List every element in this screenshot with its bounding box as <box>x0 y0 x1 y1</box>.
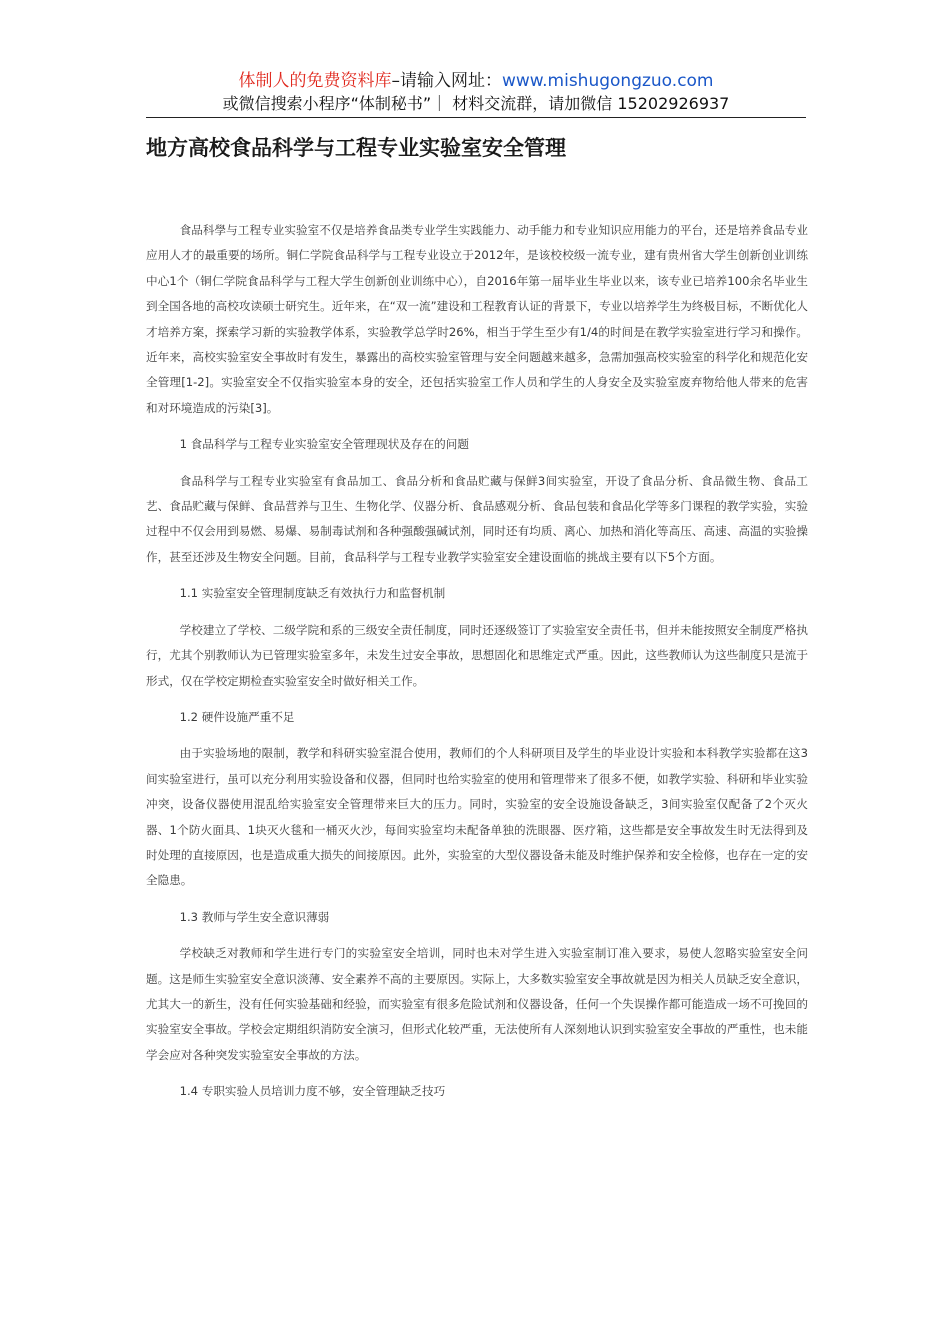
header-line-2: 或微信搜索小程序“体制秘书”｜ 材料交流群，请加微信 15202926937 <box>222 94 730 113</box>
document-body <box>146 218 808 1116</box>
body-paragraph: 学校建立了学校、二级学院和系的三级安全责任制度，同时还逐级签订了实验室安全责任书，但并未能按照安全制度严格执行，尤其个别教师认为已管理实验室多年，未发生过安全事故，思想固化和思维定式严重。因此，这些教师认为这些制度只是流于形式，仅在学校定期检查实验室安全时做好相关工作。 <box>146 622 808 688</box>
body-paragraph: 食品科學与工程专业实验室不仅是培养食品类专业学生实践能力、动手能力和专业知识应用能力的平台，还是培养食品专业应用人才的最重要的场所。铜仁学院食品科学与工程专业设立于2012年，是该校校级一流专业，建有贵州省大学生创新创业训练中心1个（铜仁学院食品科学与工程大学生创新创业训练中心），自2016年第一届毕业生毕业以来，该专业已培养100余名毕业生到全国各地的高校攻读硕士研究生。近年来，在“双一流”建设和工程教育认证的背景下，专业以培养学生为终极目标，不断优化人才培养方案，探索学习新的实验教学体系，实验教学总学时26%，相当于学生至少有1/4的时间是在教学实验室进行学习和操作。近年来，高校实验室安全事故时有发生，暴露出的高校实验室管理与安全问题越来越多，急需加强高校实验室的科学化和规范化安全管理[1-2]。实验室安全不仅指实验室本身的安全，还包括实验室工作人员和学生的人身安全及实验室废弃物给他人带来的危害和对环境造成的污染[3]。 <box>146 223 808 415</box>
subsection-heading: 1.2 硬件设施严重不足 <box>179 709 295 724</box>
subsection-heading: 1.3 教师与学生安全意识薄弱 <box>179 909 330 924</box>
header-url-link[interactable]: www.mishugongzuo.com <box>501 71 714 91</box>
header-separator: –请输入网址： <box>391 71 502 91</box>
section-heading: 1 食品科学与工程专业实验室安全管理现状及存在的问题 <box>179 437 469 452</box>
subsection-heading: 1.4 专职实验人员培训力度不够，安全管理缺乏技巧 <box>179 1084 446 1099</box>
subsection-heading: 1.1 实验室安全管理制度缺乏有效执行力和监督机制 <box>179 586 446 601</box>
header-divider <box>146 117 806 118</box>
page-header <box>146 70 806 115</box>
document-title: 地方高校食品科学与工程专业实验室安全管理 <box>146 136 566 160</box>
header-brand: 体制人的免费资料库 <box>238 71 392 91</box>
body-paragraph: 学校缺乏对教师和学生进行专门的实验室安全培训，同时也未对学生进入实验室制订准入要求，易使人忽略实验室安全问题。这是师生实验室安全意识淡薄、安全素养不高的主要原因。实际上，大多数实验室安全事故就是因为相关人员缺乏安全意识，尤其大一的新生，没有任何实验基础和经验，而实验室有很多危险试剂和仪器设备，任何一个失误操作都可能造成一场不可挽回的实验室安全事故。学校会定期组织消防安全演习，但形式化较严重，无法使所有人深刻地认识到实验室安全事故的严重性，也未能学会应对各种突发实验室安全事故的方法。 <box>146 946 808 1062</box>
body-paragraph: 由于实验场地的限制，教学和科研实验室混合使用，教师们的个人科研项目及学生的毕业设计实验和本科教学实验都在这3间实验室进行，虽可以充分利用实验设备和仪器，但同时也给实验室的使用和管理带来了很多不便，如教学实验、科研和毕业实验冲突，设备仪器使用混乱给实验室安全管理带来巨大的压力。同时，实验室的安全设施设备缺乏，3间实验室仅配备了2个灭火器、1个防火面具、1块灭火毯和一桶灭火沙，每间实验室均未配备单独的洗眼器、医疗箱，这些都是安全事故发生时无法得到及时处理的直接原因，也是造成重大损失的间接原因。此外，实验室的大型仪器设备未能及时维护保养和安全检修，也存在一定的安全隐患。 <box>146 746 808 888</box>
body-paragraph: 食品科学与工程专业实验室有食品加工、食品分析和食品贮藏与保鲜3间实验室，开设了食品分析、食品微生物、食品工艺、食品贮藏与保鲜、食品营养与卫生、生物化学、仪器分析、食品感观分析、食品包装和食品化学等多门课程的教学实验，实验过程中不仅会用到易燃、易爆、易制毒试剂和各种强酸强碱试剂，同时还有均质、离心、加热和消化等高压、高速、高温的实验操作，甚至还涉及生物安全问题。目前，食品科学与工程专业教学实验室安全建设面临的挑战主要有以下5个方面。 <box>146 473 808 564</box>
header-line-1 <box>146 70 806 92</box>
